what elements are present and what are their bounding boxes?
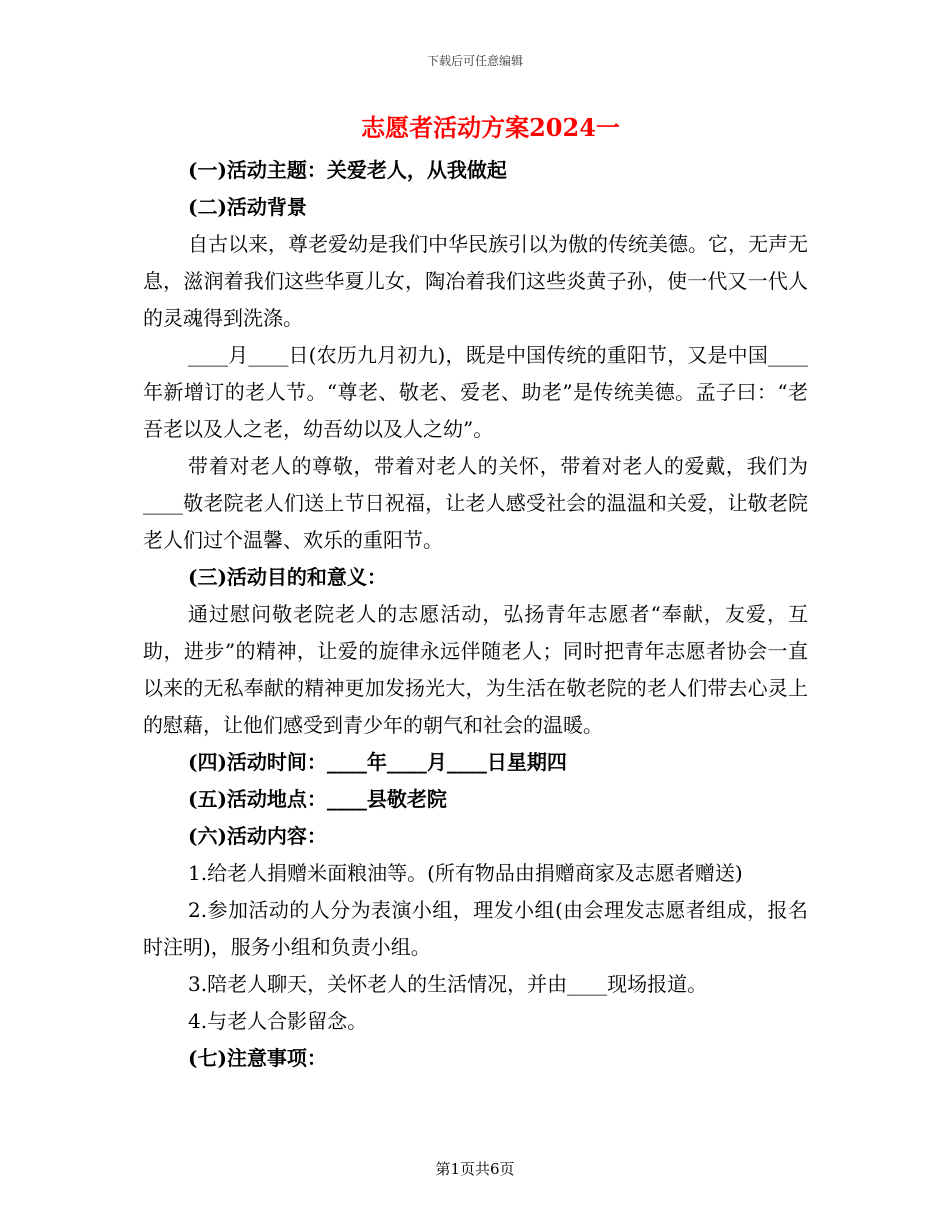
paragraph-purpose: 通过慰问敬老院老人的志愿活动，弘扬青年志愿者“奉献，友爱，互助，进步”的精神，让爱的旋律永远伴随老人；同时把青年志愿者协会一直以来的无私奉献的精神更加发扬光大，为生活在敬老院的老人们带去心灵上的慰藉，让他们感受到青少年的朝气和社会的温暖。 (143, 602, 808, 737)
document-title: 志愿者活动方案2024一 (361, 113, 620, 142)
section-heading-location: (五)活动地点：____县敬老院 (188, 787, 447, 811)
document-body (143, 108, 808, 1077)
list-item-content-4: 4.与老人合影留念。 (188, 1009, 368, 1033)
header-note: 下载后可任意编辑 (426, 54, 523, 68)
section-heading-time: (四)活动时间：____年____月____日星期四 (188, 750, 567, 774)
page-number: 第1页共6页 (435, 1160, 515, 1178)
paragraph-background-2: ____月____日(农历九月初九)，既是中国传统的重阳节，又是中国____年新增订的老人节。“尊老、敬老、爱老、助老”是传统美德。孟子曰：“老吾老以及人之老，幼吾幼以及人之幼”。 (143, 343, 808, 441)
section-heading-theme: (一)活动主题：关爱老人，从我做起 (188, 158, 507, 182)
section-heading-purpose: (三)活动目的和意义： (188, 565, 387, 589)
section-heading-content: (六)活动内容： (188, 824, 327, 848)
paragraph-background-3: 带着对老人的尊敬，带着对老人的关怀，带着对老人的爱戴，我们为____敬老院老人们送上节日祝福，让老人感受社会的温温和关爱，让敬老院老人们过个温馨、欢乐的重阳节。 (143, 454, 808, 552)
list-item-content-2: 2.参加活动的人分为表演小组，理发小组(由会理发志愿者组成，报名时注明)，服务小组和负责小组。 (143, 898, 808, 959)
list-item-content-3: 3.陪老人聊天，关怀老人的生活情况，并由____现场报道。 (188, 972, 708, 996)
section-heading-notes: (七)注意事项： (188, 1046, 327, 1070)
list-item-content-1: 1.给老人捐赠米面粮油等。(所有物品由捐赠商家及志愿者赠送) (188, 861, 743, 885)
section-heading-background: (二)活动背景 (188, 195, 307, 219)
paragraph-background-1: 自古以来，尊老爱幼是我们中华民族引以为傲的传统美德。它，无声无息，滋润着我们这些华夏儿女，陶冶着我们这些炎黄子孙，使一代又一代人的灵魂得到洗涤。 (143, 232, 808, 330)
